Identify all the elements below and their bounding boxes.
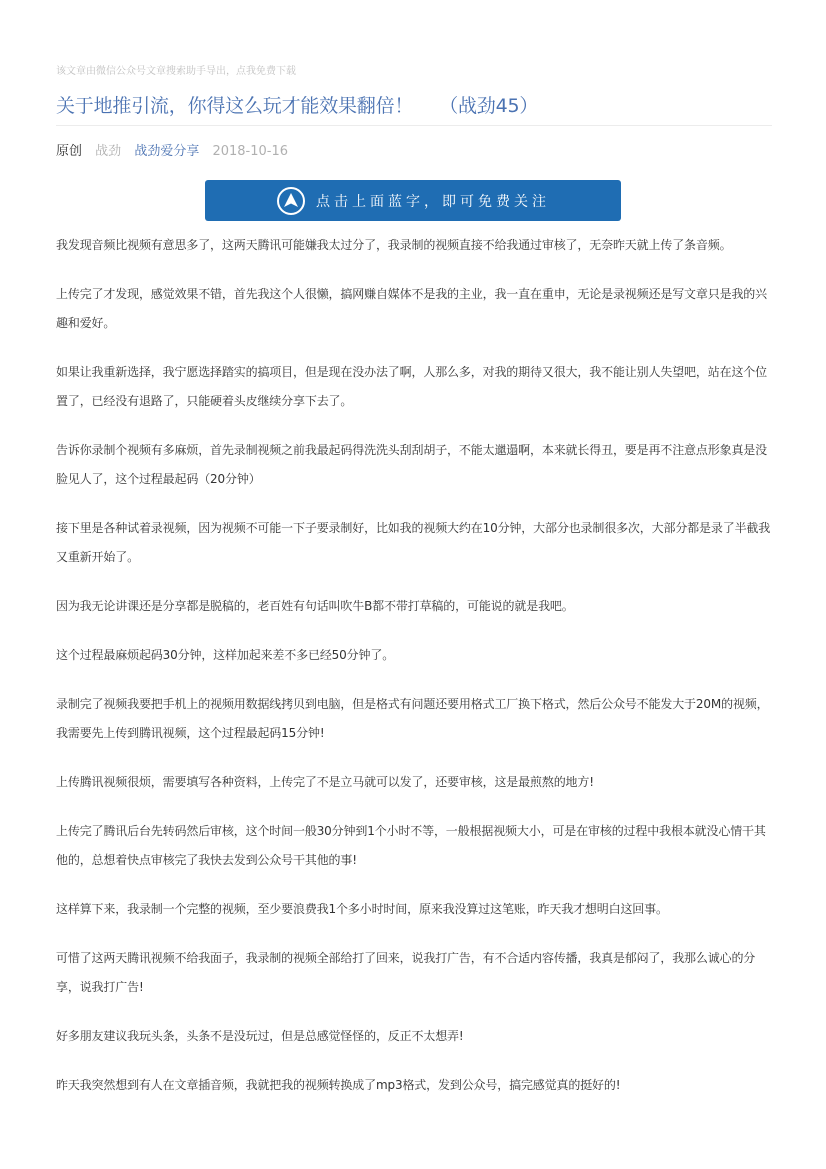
up-arrow-circle-icon	[276, 186, 306, 216]
article-paragraph: 可惜了这两天腾讯视频不给我面子，我录制的视频全部给打了回来，说我打广告，有不合适内容传播，我真是郁闷了，我那么诚心的分享，说我打广告!	[56, 951, 756, 994]
article-body	[56, 231, 772, 1120]
article-paragraph: 告诉你录制个视频有多麻烦，首先录制视频之前我最起码得洗洗头刮刮胡子，不能太邋遢啊，本来就长得丑，要是再不注意点形象真是没脸见人了，这个过程最起码（20分钟）	[56, 443, 768, 486]
article-paragraph: 上传腾讯视频很烦，需要填写各种资料，上传完了不是立马就可以发了，还要审核，这是最煎熬的地方!	[56, 775, 594, 789]
title-divider	[56, 125, 772, 126]
article-paragraph: 我发现音频比视频有意思多了，这两天腾讯可能嫌我太过分了，我录制的视频直接不给我通过审核了，无奈昨天就上传了条音频。	[56, 238, 732, 252]
article-paragraph: 这个过程最麻烦起码30分钟，这样加起来差不多已经50分钟了。	[56, 648, 395, 662]
article-paragraph: 上传完了才发现，感觉效果不错，首先我这个人很懒，搞网赚自媒体不是我的主业，我一直在重申，无论是录视频还是写文章只是我的兴趣和爱好。	[56, 287, 768, 330]
author-name: 战劲	[95, 144, 122, 159]
article-paragraph: 录制完了视频我要把手机上的视频用数据线拷贝到电脑，但是格式有问题还要用格式工厂换下格式，然后公众号不能发大于20M的视频，我需要先上传到腾讯视频，这个过程最起码15分钟!	[56, 697, 769, 740]
export-notice-link[interactable]: 该文章由微信公众号文章搜索助手导出，点我免费下载	[56, 66, 296, 77]
article-paragraph: 接下里是各种试着录视频，因为视频不可能一下子要录制好，比如我的视频大约在10分钟，大部分也录制很多次，大部分都是录了半截我又重新开始了。	[56, 521, 771, 564]
account-name-link[interactable]: 战劲爱分享	[134, 144, 200, 159]
article-paragraph: 如果让我重新选择，我宁愿选择踏实的搞项目，但是现在没办法了啊，人那么多，对我的期待又很大，我不能让别人失望吧，站在这个位置了，已经没有退路了，只能硬着头皮继续分享下去了。	[56, 365, 768, 408]
article-paragraph: 因为我无论讲课还是分享都是脱稿的，老百姓有句话叫吹牛B都不带打草稿的，可能说的就是我吧。	[56, 599, 574, 613]
article-title-text: 关于地推引流，你得这么玩才能效果翻倍！	[56, 95, 414, 117]
article-paragraph: 昨天我突然想到有人在文章插音频，我就把我的视频转换成了mp3格式，发到公众号，搞完感觉真的挺好的!	[56, 1078, 621, 1092]
article-series-tag: （战劲45）	[439, 95, 539, 117]
publish-date: 2018-10-16	[212, 144, 289, 159]
follow-banner-button[interactable]	[205, 180, 621, 221]
original-badge: 原创	[56, 144, 83, 159]
article-title	[56, 91, 538, 118]
article-paragraph: 好多朋友建议我玩头条，头条不是没玩过，但是总感觉怪怪的，反正不太想弄!	[56, 1029, 464, 1043]
article-paragraph: 上传完了腾讯后台先转码然后审核，这个时间一般30分钟到1个小时不等，一般根据视频大小，可是在审核的过程中我根本就没心情干其他的，总想着快点审核完了我快去发到公众号干其他的事!	[56, 824, 766, 867]
article-meta	[56, 140, 297, 159]
follow-banner-text: 点击上面蓝字，即可免费关注	[316, 193, 550, 210]
article-paragraph: 这样算下来，我录制一个完整的视频，至少要浪费我1个多小时时间，原来我没算过这笔账，昨天我才想明白这回事。	[56, 902, 668, 916]
